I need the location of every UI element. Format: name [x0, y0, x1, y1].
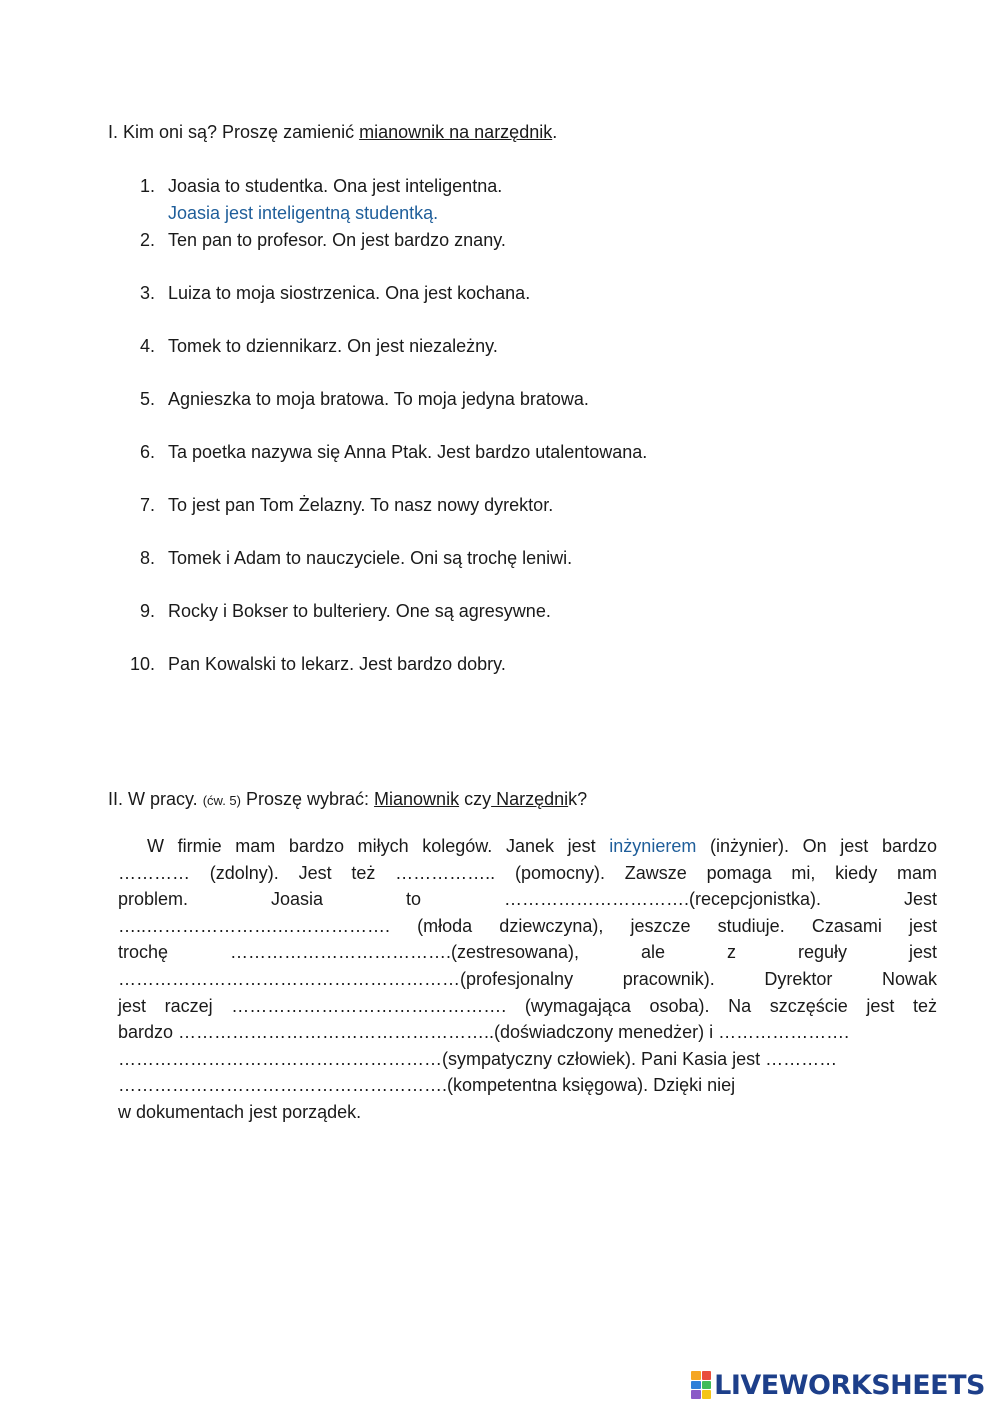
- section1-heading: [108, 121, 557, 143]
- logo-blocks-icon: [691, 1371, 711, 1399]
- section2-heading-czy: czy: [459, 789, 492, 809]
- item-number: 3.: [139, 283, 155, 303]
- section2-heading-exercise-ref: (ćw. 5): [202, 793, 241, 808]
- item-text: Tomek to dziennikarz. On jest niezależny.: [168, 336, 498, 356]
- item-text: Luiza to moja siostrzenica. Ona jest kochana.: [168, 283, 531, 303]
- paragraph-line: …………………………………………………(profesjonalny pracownik). Dyrektor Nowak: [118, 968, 937, 989]
- section2-heading-prefix: II. W pracy.: [108, 789, 203, 809]
- item-number: 2.: [139, 230, 155, 250]
- cloze-paragraph: [118, 833, 937, 1126]
- item-number: 7.: [139, 495, 155, 515]
- example-answer: Joasia jest inteligentną studentką.: [168, 203, 439, 223]
- item-number: 9.: [139, 601, 155, 621]
- item-number: 8.: [139, 548, 155, 568]
- paragraph-line: ………… (zdolny). Jest też …………….. (pomocny). Zawsze pomaga mi, kiedy mam: [118, 862, 937, 883]
- item-number: 6.: [139, 442, 155, 462]
- filled-answer: inżynierem: [609, 836, 697, 856]
- section1-heading-underlined: mianownik na narzędnik: [359, 122, 553, 142]
- paragraph-line: w dokumentach jest porządek.: [118, 1101, 362, 1122]
- paragraph-line: [118, 833, 937, 860]
- section2-heading-suffix: k?: [568, 789, 588, 809]
- item-text: Rocky i Bokser to bulteriery. One są agresywne.: [168, 601, 551, 621]
- section1-heading-suffix: .: [552, 122, 558, 142]
- section1-heading-prefix: I. Kim oni są? Proszę zamienić: [108, 122, 360, 142]
- item-number: 10.: [129, 654, 155, 674]
- paragraph-line: ……………………………………………….(kompetentna księgowa). Dzięki niej: [118, 1075, 736, 1096]
- paragraph-line: …..………………….………………. (młoda dziewczyna), jeszcze studiuje. Czasami jest: [118, 915, 937, 936]
- liveworksheets-logo: [691, 1368, 985, 1402]
- line-text: (inżynier). On jest bardzo: [696, 836, 937, 856]
- section2-heading: [108, 788, 587, 812]
- paragraph-line: trochę ……………………………….(zestresowana), ale z reguły jest: [118, 942, 937, 963]
- item-text: Tomek i Adam to nauczyciele. Oni są trochę leniwi.: [168, 548, 573, 568]
- section2-heading-mid: Proszę wybrać:: [240, 789, 375, 809]
- item-text: Joasia to studentka. Ona jest inteligentna.: [168, 176, 503, 196]
- line-text: W firmie mam bardzo miłych kolegów. Janek jest: [147, 836, 610, 856]
- item-text: To jest pan Tom Żelazny. To nasz nowy dyrektor.: [168, 495, 554, 515]
- section2-heading-narzednik: Narzędni: [491, 789, 569, 809]
- item-text: Pan Kowalski to lekarz. Jest bardzo dobry.: [168, 654, 506, 674]
- item-number: 4.: [139, 336, 155, 356]
- paragraph-line: problem. Joasia to ………………………….(recepcjonistka). Jest: [118, 889, 937, 910]
- paragraph-line: bardzo ……………………………………………..(doświadczony menedżer) i ………………….: [118, 1022, 850, 1043]
- item-text: Ta poetka nazywa się Anna Ptak. Jest bardzo utalentowana.: [168, 442, 648, 462]
- item-number: 5.: [139, 389, 155, 409]
- paragraph-line: jest raczej ………………………………………. (wymagająca osoba). Na szczęście jest też: [118, 995, 937, 1016]
- item-text: Ten pan to profesor. On jest bardzo znany.: [168, 230, 506, 250]
- paragraph-line: ………………………………………………(sympatyczny człowiek). Pani Kasia jest …………: [118, 1048, 838, 1069]
- logo-text: LIVEWORKSHEETS: [714, 1369, 985, 1401]
- section2-heading-mianownik: Mianownik: [374, 789, 460, 809]
- item-text: Agnieszka to moja bratowa. To moja jedyna bratowa.: [168, 389, 589, 409]
- item-number: 1.: [139, 176, 155, 196]
